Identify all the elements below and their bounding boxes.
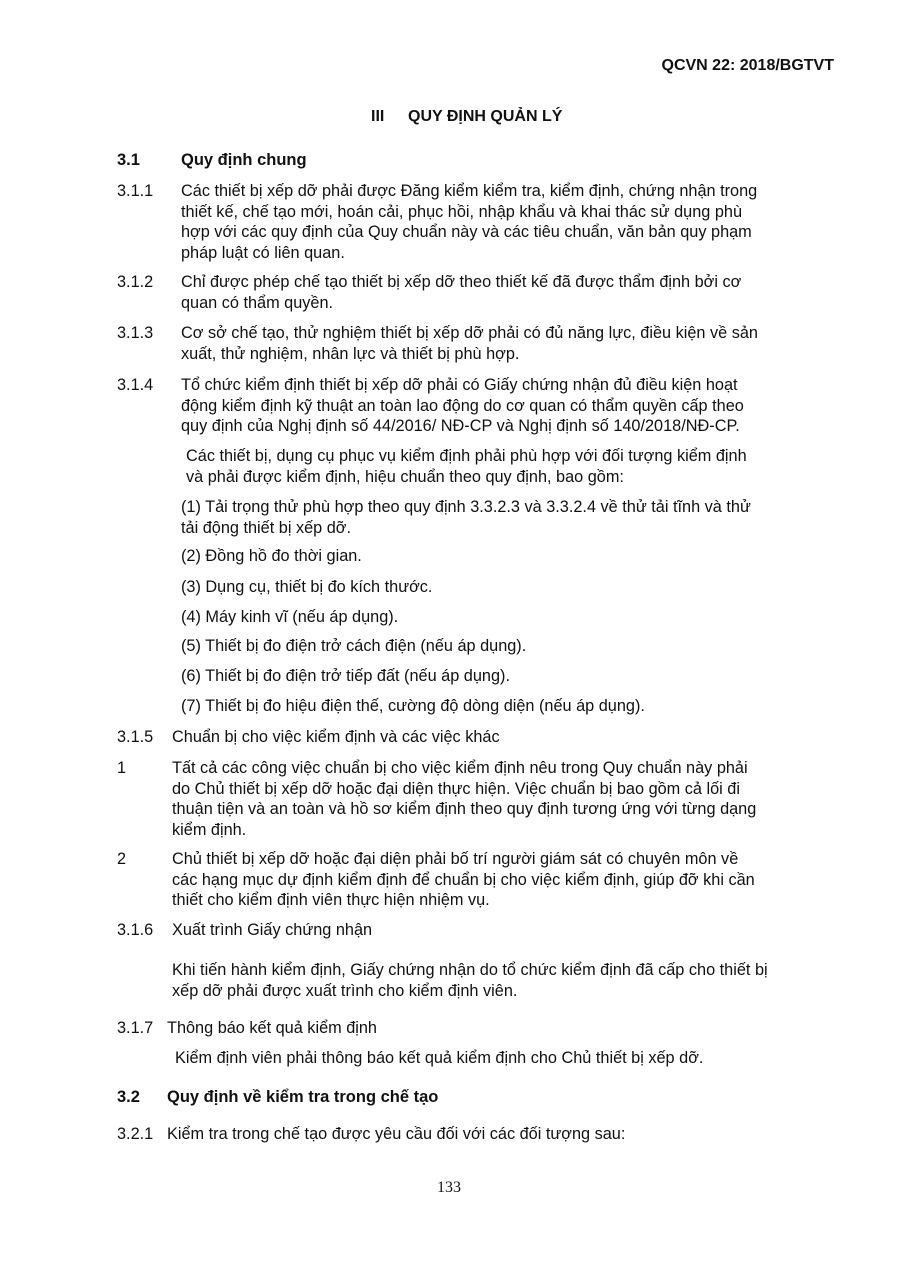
line: thiết cho kiểm định viên thực hiện nhiệm vụ. xyxy=(172,891,490,909)
line: Chỉ được phép chế tạo thiết bị xếp dỡ theo thiết kế đã được thẩm định bởi cơ xyxy=(181,273,742,291)
list-item xyxy=(181,497,835,538)
line: quan có thẩm quyền. xyxy=(181,293,334,312)
clause-3-1-6-title: Xuất trình Giấy chứng nhận xyxy=(172,921,373,939)
line: do Chủ thiết bị xếp dỡ hoặc đại diện thực hiện. Việc chuẩn bị bao gồm cả lối đi xyxy=(172,779,740,798)
paragraph-2-number: 2 xyxy=(117,850,127,868)
clause-3-1-7-text: Kiểm định viên phải thông báo kết quả kiểm định cho Chủ thiết bị xếp dỡ. xyxy=(175,1049,704,1067)
line: Chủ thiết bị xếp dỡ hoặc đại diện phải bố trí người giám sát có chuyên môn về xyxy=(172,850,739,868)
line: hợp với các quy định của Quy chuẩn này và các tiêu chuẩn, văn bản quy phạm xyxy=(181,223,752,241)
clause-3-1-4-equipment-intro xyxy=(186,446,835,487)
paragraph-1-text xyxy=(172,758,835,840)
clause-3-1-2-text xyxy=(181,272,835,313)
list-item: (5) Thiết bị đo điện trở cách điện (nếu áp dụng). xyxy=(181,637,527,655)
section-3-1-title: Quy định chung xyxy=(181,151,307,169)
document-code: QCVN 22: 2018/BGTVT xyxy=(661,57,834,74)
clause-3-1-5-title: Chuẩn bị cho việc kiểm định và các việc khác xyxy=(172,728,500,746)
clause-3-2-1-number: 3.2.1 xyxy=(117,1125,154,1143)
clause-3-1-3-number: 3.1.3 xyxy=(117,324,154,342)
chapter-title: QUY ĐỊNH QUẢN LÝ xyxy=(408,108,563,125)
list-item: (3) Dụng cụ, thiết bị đo kích thước. xyxy=(181,578,433,596)
line: quy định của Nghị định số 44/2016/ NĐ-CP và Nghị định số 140/2018/NĐ-CP. xyxy=(181,417,740,435)
clause-3-1-1-number: 3.1.1 xyxy=(117,182,154,200)
line: pháp luật có liên quan. xyxy=(181,243,345,262)
page-number: 133 xyxy=(437,1179,461,1196)
list-item: (6) Thiết bị đo điện trở tiếp đất (nếu áp dụng). xyxy=(181,667,510,685)
paragraph-1-number: 1 xyxy=(117,759,127,777)
clause-3-1-3-text xyxy=(181,323,835,364)
line: Các thiết bị xếp dỡ phải được Đăng kiểm kiểm tra, kiểm định, chứng nhận trong xyxy=(181,182,758,200)
list-item: (7) Thiết bị đo hiệu điện thế, cường độ dòng diện (nếu áp dụng). xyxy=(181,697,645,715)
clause-3-1-6-text xyxy=(172,960,835,1001)
clause-3-1-1-text xyxy=(181,181,835,263)
clause-3-1-4-number: 3.1.4 xyxy=(117,376,154,394)
section-3-2-number: 3.2 xyxy=(117,1088,140,1106)
paragraph-2-text xyxy=(172,849,835,911)
line: Cơ sở chế tạo, thử nghiệm thiết bị xếp dỡ phải có đủ năng lực, điều kiện về sản xyxy=(181,324,758,342)
clause-3-1-5-number: 3.1.5 xyxy=(117,728,154,746)
line: thuận tiện và an toàn và hồ sơ kiểm định theo quy định tương ứng với từng dạng xyxy=(172,800,757,818)
clause-3-1-4-text xyxy=(181,375,835,437)
chapter-number: III xyxy=(371,108,385,125)
line: Tất cả các công việc chuẩn bị cho việc kiểm định nêu trong Quy chuẩn này phải xyxy=(172,759,748,777)
line: tải động thiết bị xếp dỡ. xyxy=(181,518,351,537)
line: (1) Tải trọng thử phù hợp theo quy định 3.3.2.3 và 3.3.2.4 về thử tải tĩnh và thử xyxy=(181,498,751,516)
section-3-1-number: 3.1 xyxy=(117,151,140,169)
clause-3-1-6-number: 3.1.6 xyxy=(117,921,154,939)
line: Các thiết bị, dụng cụ phục vụ kiểm định phải phù hợp với đối tượng kiểm định xyxy=(186,447,747,465)
list-item: (4) Máy kinh vĩ (nếu áp dụng). xyxy=(181,608,399,626)
line: xuất, thử nghiệm, nhân lực và thiết bị phù hợp. xyxy=(181,344,520,363)
line: Khi tiến hành kiểm định, Giấy chứng nhận do tổ chức kiểm định đã cấp cho thiết bị xyxy=(172,961,768,979)
clause-3-1-2-number: 3.1.2 xyxy=(117,273,154,291)
line: kiểm định. xyxy=(172,820,247,839)
clause-3-2-1-title: Kiểm tra trong chế tạo được yêu cầu đối với các đối tượng sau: xyxy=(167,1125,626,1143)
clause-3-1-7-number: 3.1.7 xyxy=(117,1019,154,1037)
line: các hạng mục dự định kiểm định để chuẩn bị cho việc kiểm định, giúp đỡ khi cần xyxy=(172,870,755,889)
line: thiết kế, chế tạo mới, hoán cải, phục hồi, nhập khẩu và khai thác sử dụng phù xyxy=(181,202,743,221)
line: xếp dỡ phải được xuất trình cho kiểm định viên. xyxy=(172,981,518,1000)
list-item: (2) Đồng hồ đo thời gian. xyxy=(181,547,362,565)
chapter-heading xyxy=(371,107,562,128)
line: động kiểm định kỹ thuật an toàn lao động do cơ quan có thẩm quyền cấp theo xyxy=(181,396,744,415)
line: Tổ chức kiểm định thiết bị xếp dỡ phải có Giấy chứng nhận đủ điều kiện hoạt xyxy=(181,376,738,394)
section-3-2-title: Quy định về kiểm tra trong chế tạo xyxy=(167,1088,439,1106)
clause-3-1-7-title: Thông báo kết quả kiểm định xyxy=(167,1019,377,1037)
line: và phải được kiểm định, hiệu chuẩn theo quy định, bao gồm: xyxy=(186,467,624,486)
